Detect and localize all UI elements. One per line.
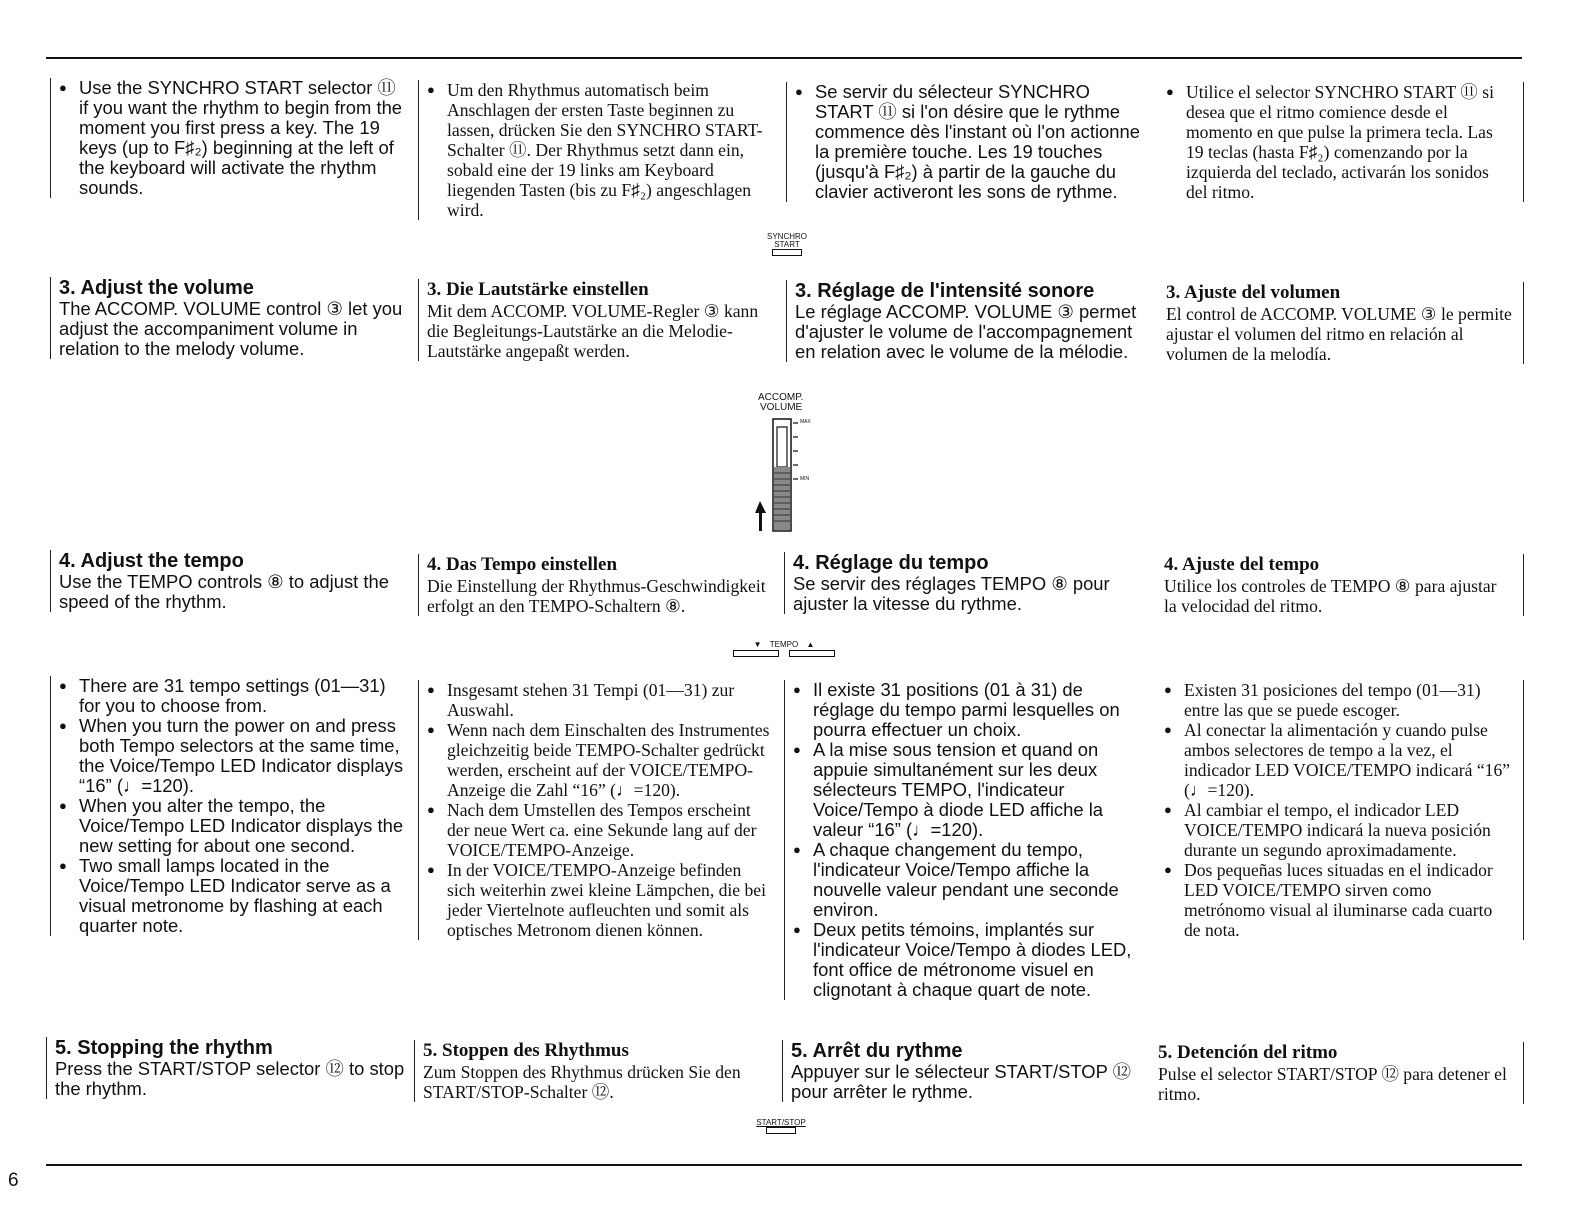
row2-de: [418, 279, 774, 361]
paragraph: The ACCOMP. VOLUME control ③ let you adjust the accompaniment volume in relation to the melody volume.: [59, 298, 403, 359]
row5-es: [1150, 1042, 1524, 1104]
list-item: ● Um den Rhythmus automatisch beim Anschlagen der ersten Taste beginnen zu lassen, drücken Sie den SYNCHRO START-Schalter ⑪. Der Rhythmus setzt dann ein, sobald eine der 19 links am Keyboard liegenden Tasten (bis zu F♯₂) angeschlagen wird.: [427, 80, 774, 220]
heading: 5. Arrêt du rythme: [791, 1040, 963, 1062]
row1-fr: [786, 82, 1144, 202]
paragraph: Appuyer sur le sélecteur START/STOP ⑫ pour arrêter le rythme.: [791, 1061, 1132, 1102]
accomp-label: ACCOMP.: [758, 392, 804, 403]
start-stop-label: START/STOP: [756, 1118, 806, 1127]
row4-de: [418, 680, 774, 940]
paragraph: Mit dem ACCOMP. VOLUME-Regler ③ kann die Begleitungs-Lautstärke an die Melodie-Lautstärke angepaßt werden.: [427, 301, 759, 361]
list-item: ● Al cambiar el tempo, el indicador LED VOICE/TEMPO indicará la nueva posición durante un segundo aproximadamente.: [1164, 800, 1513, 860]
list-item: ● Existen 31 posiciones del tempo (01—31) entre las que se puede escoger.: [1164, 680, 1513, 720]
synchro-start-label: SYNCHRO START: [767, 232, 808, 249]
row5-de: [414, 1040, 774, 1102]
heading: 4. Das Tempo einstellen: [427, 554, 618, 575]
synchro-start-button: [772, 249, 802, 256]
paragraph: Se servir des réglages TEMPO ⑧ pour ajuster la vitesse du rythme.: [793, 573, 1110, 614]
row1-en: [50, 78, 408, 198]
row1-es: [1158, 82, 1524, 202]
heading: 5. Stoppen des Rhythmus: [423, 1040, 629, 1061]
heading: 3. Adjust the volume: [59, 277, 254, 299]
tempo-up-icon: ▲: [806, 640, 815, 649]
paragraph: Press the START/STOP selector ⑫ to stop the rhythm.: [55, 1058, 405, 1099]
tempo-label: TEMPO: [769, 640, 799, 649]
heading: 4. Réglage du tempo: [793, 552, 989, 574]
bottom-rule: [46, 1164, 1522, 1166]
list-item: ● Se servir du sélecteur SYNCHRO START ⑪ si l'on désire que le rythme commence dès l'instant où l'on actionne la première touche. Les 19 touches (jusqu'à F♯₂) à partir de la gauche du clavier activeront les sons de rythme.: [795, 82, 1144, 202]
heading: 4. Ajuste del tempo: [1164, 554, 1320, 575]
paragraph: Le réglage ACCOMP. VOLUME ③ permet d'ajuster le volume de l'accompagnement en relation avec le volume de la mélodie.: [795, 301, 1137, 362]
list-item: ● A la mise sous tension et quand on appuie simultanément sur les deux sélecteurs TEMPO, l'indicateur Voice/Tempo à diode LED affiche la valeur “16” (♩=120).: [793, 740, 1144, 840]
paragraph: Pulse el selector START/STOP ⑫ para detener el ritmo.: [1158, 1064, 1507, 1104]
row4-en: [50, 676, 408, 936]
row1-de: [418, 80, 774, 220]
row4-fr: [784, 680, 1144, 1000]
tempo-down-icon: ▼: [753, 640, 762, 649]
volume-slider-icon: [752, 413, 822, 533]
volume-label: VOLUME: [760, 402, 803, 413]
heading: 5. Detención del ritmo: [1158, 1042, 1338, 1063]
heading: 3. Ajuste del volumen: [1166, 282, 1341, 303]
row3-en: [50, 550, 408, 612]
row2-fr: [786, 280, 1144, 362]
heading: 5. Stopping the rhythm: [55, 1037, 273, 1059]
list-item: ● Insgesamt stehen 31 Tempi (01—31) zur Auswahl.: [427, 680, 774, 720]
list-item: ● A chaque changement du tempo, l'indicateur Voice/Tempo affiche la nouvelle valeur pendant une seconde environ.: [793, 840, 1144, 920]
heading: 3. Die Lautstärke einstellen: [427, 279, 649, 300]
list-item: ● There are 31 tempo settings (01—31) for you to choose from.: [59, 676, 408, 716]
list-item: ● Il existe 31 positions (01 à 31) de réglage du tempo parmi lesquelles on pourra effectuer un choix.: [793, 680, 1144, 740]
list-item: ● Dos pequeñas luces situadas en el indicador LED VOICE/TEMPO sirven como metrónomo visual al iluminarse cada cuarto de nota.: [1164, 860, 1513, 940]
paragraph: El control de ACCOMP. VOLUME ③ le permite ajustar el volumen del ritmo en relación al volumen de la melodía.: [1166, 304, 1512, 364]
list-item: ● Al conectar la alimentación y cuando pulse ambos selectores de tempo a la vez, el indicador LED VOICE/TEMPO indicará “16” (♩=120).: [1164, 720, 1513, 800]
list-item: ● Wenn nach dem Einschalten des Instrumentes gleichzeitig beide TEMPO-Schalter gedrückt werden, erscheint auf der VOICE/TEMPO-Anzeige die Zahl “16” (♩=120).: [427, 720, 774, 800]
page-number: 6: [8, 1170, 19, 1191]
row3-de: [418, 554, 774, 616]
paragraph: Zum Stoppen des Rhythmus drücken Sie den START/STOP-Schalter ⑫.: [423, 1062, 741, 1102]
row2-es: [1158, 282, 1524, 364]
top-rule: [46, 57, 1522, 59]
paragraph: Die Einstellung der Rhythmus-Geschwindigkeit erfolgt an den TEMPO-Schaltern ⑧.: [427, 576, 766, 616]
min-label: MIN: [800, 476, 810, 482]
row3-fr: [784, 552, 1144, 614]
heading: 3. Réglage de l'intensité sonore: [795, 280, 1095, 302]
tempo-down-button: [733, 650, 779, 657]
list-item: ● When you turn the power on and press both Tempo selectors at the same time, the Voice/Tempo LED Indicator displays “16” (♩=120).: [59, 716, 408, 796]
start-stop-button: [766, 1127, 796, 1134]
synchro-start-figure: [758, 233, 816, 258]
list-item: ● Nach dem Umstellen des Tempos erscheint der neue Wert ca. eine Sekunde lang auf der VOICE/TEMPO-Anzeige.: [427, 800, 774, 860]
list-item: ● Two small lamps located in the Voice/Tempo LED Indicator serve as a visual metronome by flashing at each quarter note.: [59, 856, 408, 936]
paragraph: Use the TEMPO controls ⑧ to adjust the speed of the rhythm.: [59, 571, 389, 612]
max-label: MAX: [800, 419, 811, 425]
accomp-volume-figure: [752, 393, 822, 533]
row5-fr: [782, 1040, 1144, 1102]
heading: 4. Adjust the tempo: [59, 550, 244, 572]
row5-en: [46, 1037, 408, 1099]
tempo-figure: [728, 640, 840, 659]
paragraph: Utilice los controles de TEMPO ⑧ para ajustar la velocidad del ritmo.: [1164, 576, 1497, 616]
tempo-up-button: [789, 650, 835, 657]
list-item: ● Use the SYNCHRO START selector ⑪ if you want the rhythm to begin from the moment you first press a key. The 19 keys (up to F♯₂) beginning at the left of the keyboard will activate the rhythm sounds.: [59, 78, 408, 198]
row3-es: [1156, 554, 1524, 616]
list-item: ● Utilice el selector SYNCHRO START ⑪ si desea que el ritmo comience desde el momento en que pulse la primera tecla. Las 19 teclas (hasta F♯₂) comenzando por la izquierda del teclado, activarán los sonidos del ritmo.: [1166, 82, 1513, 202]
row2-en: [50, 277, 408, 359]
list-item: ● When you alter the tempo, the Voice/Tempo LED Indicator displays the new setting for about one second.: [59, 796, 408, 856]
start-stop-figure: [748, 1119, 814, 1136]
list-item: ● Deux petits témoins, implantés sur l'indicateur Voice/Tempo à diodes LED, font office de métronome visuel en clignotant à chaque quart de note.: [793, 920, 1144, 1000]
row4-es: [1156, 680, 1524, 940]
list-item: ● In der VOICE/TEMPO-Anzeige befinden sich weiterhin zwei kleine Lämpchen, die bei jeder Viertelnote aufleuchten und somit als optisches Metronom dienen können.: [427, 860, 774, 940]
